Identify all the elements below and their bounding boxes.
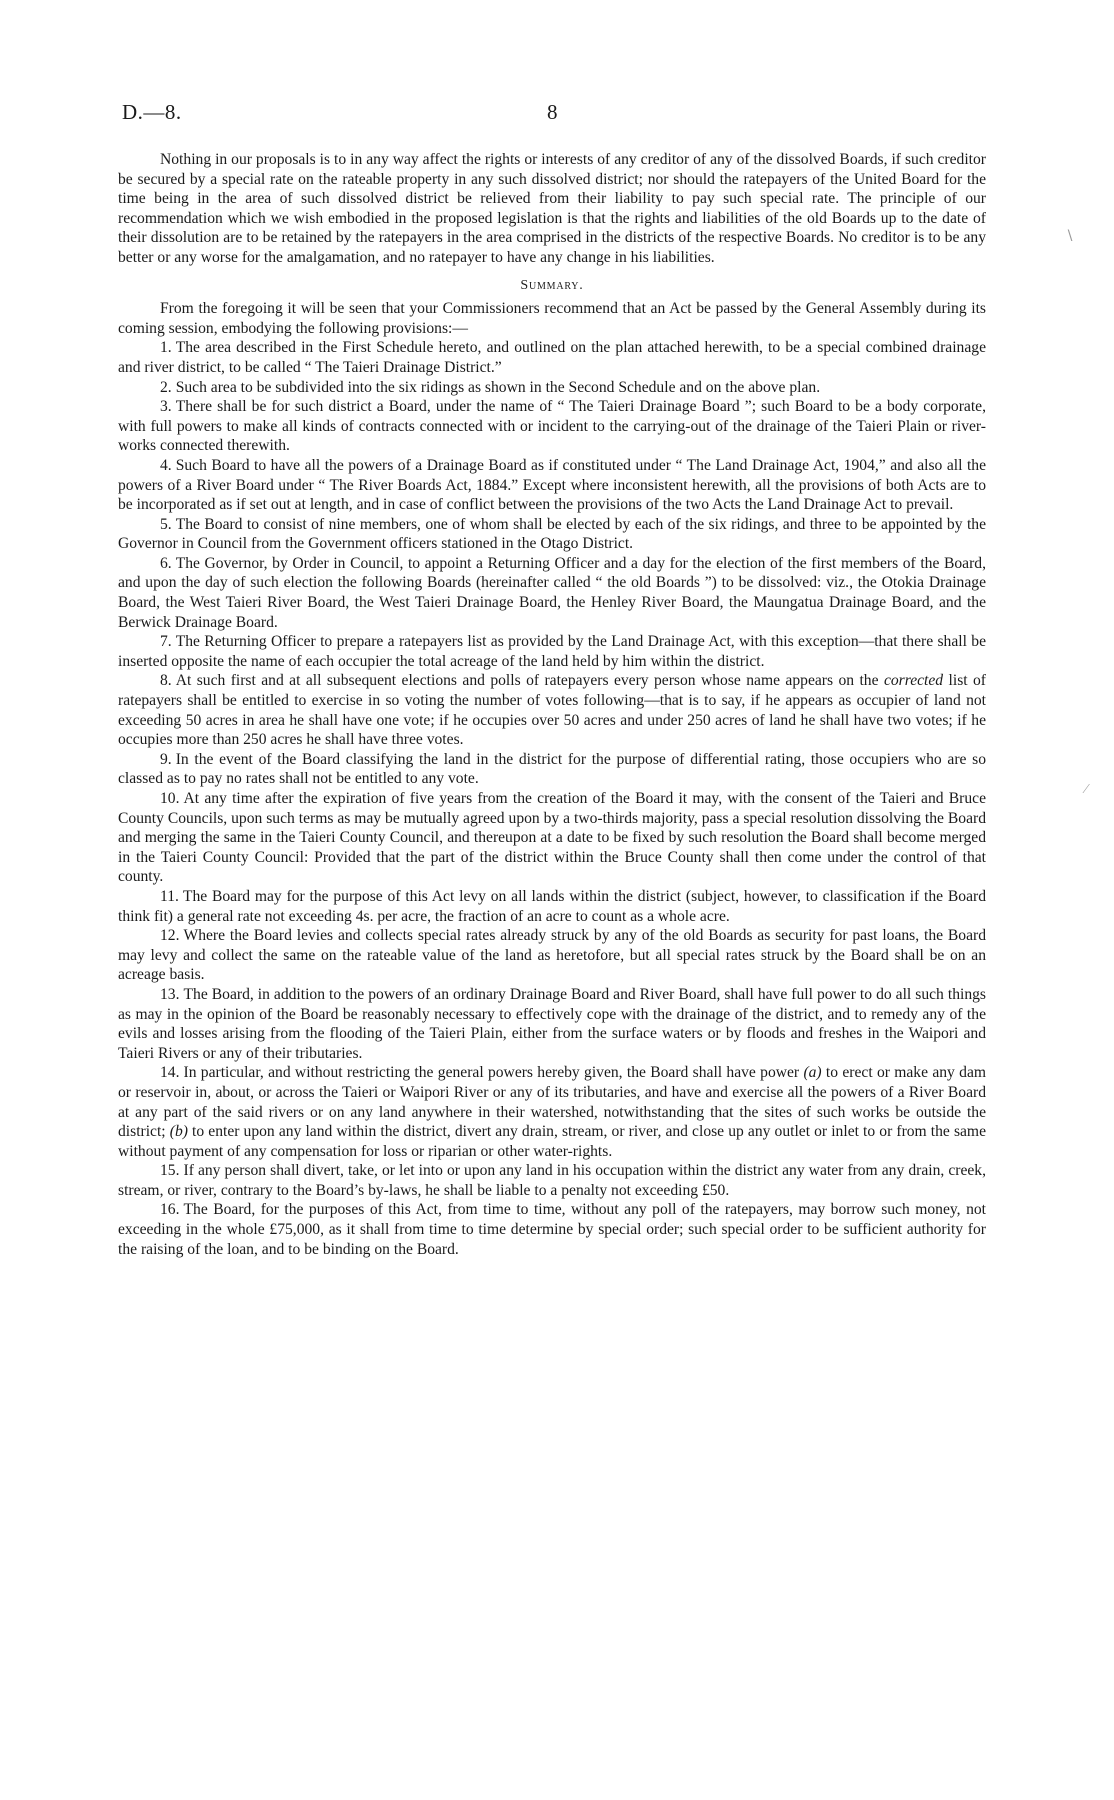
provision-number: 15.: [160, 1162, 180, 1180]
document-body: [118, 150, 986, 1259]
provision-text: Where the Board levies and collects special rates already struck by any of the old Boards as security for past loans, the Board may levy and collect the same on the rateable value of the land as heretofore, but all special rates struck by the Board shall be on an acreage basis.: [118, 927, 986, 984]
provision-label-b: (b): [169, 1123, 188, 1141]
provision-8: [118, 671, 986, 749]
provision-number: 4.: [160, 456, 172, 474]
provision-12: [118, 926, 986, 985]
provision-number: 14.: [160, 1064, 180, 1082]
provision-text: Such area to be subdivided into the six ridings as shown in the Second Schedule and on the above plan.: [175, 378, 821, 396]
provision-text: The Board, for the purposes of this Act, from time to time, without any poll of the ratepayers, may borrow such money, not exceeding in the whole £75,000, as it shall from time to time determine by special order; such special order to be sufficient authority for the raising of the loan, and to be binding on the Board.: [118, 1201, 986, 1258]
margin-mark: ∖: [1065, 229, 1074, 244]
margin-mark: ⁄: [1085, 782, 1088, 797]
provision-text: The Returning Officer to prepare a ratepayers list as provided by the Land Drainage Act, with this exception—that there shall be inserted opposite the name of each occupier the total acreage of the land held by him within the district.: [118, 633, 986, 670]
provision-text: to erect or make any dam or reservoir in, about, or across the Taieri or Waipori River or any of its tributaries, and have and exercise all the powers of a River Board at any part of the said rivers or on any land anywhere in their watershed, notwithstanding that the sites of such works be outside the district;: [118, 1064, 986, 1141]
provision-text: The Board, in addition to the powers of an ordinary Drainage Board and River Board, shall have full power to do all such things as may in the opinion of the Board be reasonably necessary to effectively cope with the drainage of the district, and to remedy any of the evils and losses arising from the flooding of the Taieri Plain, either from the surface waters or by floods and freshes in the Waipori and Taieri Rivers or any of their tributaries.: [118, 985, 986, 1062]
provision-number: 8.: [160, 672, 172, 690]
provision-text: If any person shall divert, take, or let into or upon any land in his occupation within the district any water from any drain, creek, stream, or river, contrary to the Board’s by-laws, he shall be liable to a penalty not exceeding £50.: [118, 1162, 986, 1199]
provision-5: [118, 515, 986, 554]
document-id: D.—8.: [122, 100, 182, 124]
provision-text: At such first and at all subsequent elections and polls of ratepayers every person whose name appears on the: [175, 672, 884, 690]
provision-number: 13.: [160, 985, 180, 1003]
provision-7: [118, 632, 986, 671]
page-header: [122, 100, 982, 130]
provision-text: to enter upon any land within the district, divert any drain, stream, or river, and close up any outlet or inlet to or from the same without payment of any compensation for loss or riparian or other water-rights.: [118, 1123, 986, 1160]
provision-label-a: (a): [803, 1064, 822, 1082]
provision-3: [118, 397, 986, 456]
provision-6: [118, 554, 986, 632]
provision-number: 1.: [160, 339, 172, 357]
provision-1: [118, 338, 986, 377]
provision-14: [118, 1063, 986, 1161]
provision-11: [118, 887, 986, 926]
provision-text: There shall be for such district a Board, under the name of “ The Taieri Drainage Board ”; such Board to be a body corporate, with full powers to make all kinds of contracts connected with or incident to the carrying-out of the drainage of the Taieri Plain or river-works connected therewith.: [118, 398, 986, 455]
provision-number: 7.: [160, 633, 172, 651]
provision-number: 2.: [160, 378, 172, 396]
provision-text: The Governor, by Order in Council, to appoint a Returning Officer and a day for the election of the first members of the Board, and upon the day of such election the following Boards (hereinafter called “ the old Boards ”) to be dissolved: viz., the Otokia Drainage Board, the West Taieri River Board, the West Taieri Drainage Board, the Henley River Board, the Maungatua Drainage Board, and the Berwick Drainage Board.: [118, 554, 986, 631]
page-number: 8: [547, 100, 558, 124]
provision-text: The area described in the First Schedule hereto, and outlined on the plan attached herewith, to be a special combined drainage and river district, to be called “ The Taieri Drainage District.”: [118, 339, 986, 376]
provision-number: 5.: [160, 515, 172, 533]
provision-16: [118, 1200, 986, 1259]
provision-2: [118, 378, 986, 398]
provision-10: [118, 789, 986, 887]
provision-emphasis: corrected: [883, 672, 944, 690]
summary-intro: From the foregoing it will be seen that your Commissioners recommend that an Act be passed by the General Assembly during its coming session, embodying the following provisions:—: [118, 300, 986, 337]
provision-number: 3.: [160, 398, 172, 416]
provision-number: 6.: [160, 554, 172, 572]
provision-13: [118, 985, 986, 1063]
provision-15: [118, 1161, 986, 1200]
provision-text: list of ratepayers shall be entitled to exercise in so voting the number of votes following—that is to say, if he appears as occupier of land not exceeding 50 acres in area he shall have one vote; if he occupies over 50 acres and under 250 acres of land he shall have two votes; if he occupies more than 250 acres he shall have three votes.: [118, 672, 986, 749]
provision-text: At any time after the expiration of five years from the creation of the Board it may, with the consent of the Taieri and Bruce County Councils, upon such terms as may be mutually agreed upon by a two-thirds majority, pass a special resolution dissolving the Board and merging the same in the Taieri County Council, and thereupon at a date to be fixed by such resolution the Board shall become merged in the Taieri County Council: Provided that the part of the district within the Bruce County shall then come under the control of that county.: [118, 790, 986, 886]
provision-number: 11.: [160, 887, 179, 905]
intro-paragraph: Nothing in our proposals is to in any way affect the rights or interests of any creditor of any of the dissolved Boards, if such creditor be secured by a special rate on the rateable property in any such dissolved district; nor should the ratepayers of the United Board for the time being in the area of such dissolved district be relieved from their liability to pay such special rate. The principle of our recommendation which we wish embodied in the proposed legislation is that the rights and liabilities of the old Boards up to the date of their dissolution are to be retained by the ratepayers in the area comprised in the districts of the respective Boards. No creditor is to be any better or any worse for the amalgamation, and no ratepayer to have any change in his liabilities.: [118, 151, 986, 266]
provision-text: In the event of the Board classifying the land in the district for the purpose of differential rating, those occupiers who are so classed as to pay no rates shall not be entitled to any vote.: [118, 750, 986, 788]
provision-4: [118, 456, 986, 515]
provision-number: 12.: [160, 927, 180, 945]
provision-text: The Board to consist of nine members, one of whom shall be elected by each of the six ridings, and three to be appointed by the Governor in Council from the Government officers stationed in the Otago District.: [118, 515, 986, 553]
provision-9: [118, 750, 986, 789]
provision-text: Such Board to have all the powers of a Drainage Board as if constituted under “ The Land Drainage Act, 1904,” and also all the powers of a River Board under “ The River Boards Act, 1884.” Except where inconsistent herewith, all the provisions of both Acts are to be incorporated as if set out at length, and in case of conflict between the provisions of the two Acts the Land Drainage Act to prevail.: [118, 456, 986, 514]
summary-heading: Summary.: [520, 277, 584, 293]
provision-text: In particular, and without restricting the general powers hereby given, the Board shall have power: [183, 1064, 804, 1082]
provision-text: The Board may for the purpose of this Act levy on all lands within the district (subject, however, to classification if the Board think fit) a general rate not exceeding 4s. per acre, the fraction of an acre to count as a whole acre.: [118, 887, 986, 925]
provision-number: 10.: [160, 790, 180, 807]
provision-number: 9.: [160, 750, 172, 768]
provision-number: 16.: [160, 1201, 180, 1219]
